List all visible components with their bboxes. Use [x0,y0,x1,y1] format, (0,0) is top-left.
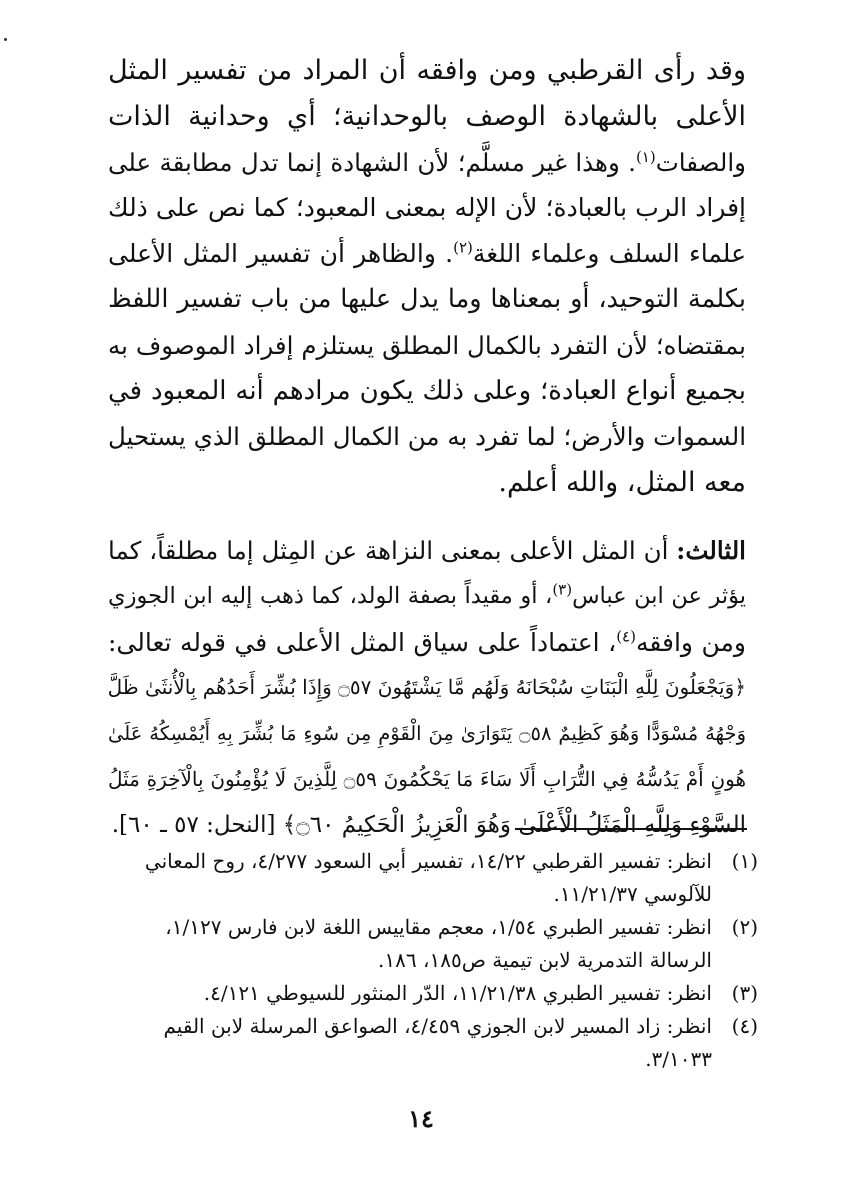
footnote-ref-1[interactable]: (١) [635,147,656,166]
text-line: إفراد الرب بالعبادة؛ لأن الإله بمعنى المعبود؛ كما نص على ذلك [108,193,746,223]
footnote-text [108,1010,712,1076]
text-line: وقد رأى القرطبي ومن وافقه أن المراد من تفسير المثل [108,55,746,86]
text-line [108,528,746,574]
scan-edge-mark [4,38,7,41]
footnote-ref-4[interactable]: (٤) [616,627,636,646]
text-line [108,140,746,186]
quran-line: وَجْهُهُ مُسْوَدًّا وَهُوَ كَظِيمٌ ۝٥٨ يَتَوَارَىٰ مِنَ الْقَوْمِ مِن سُوءِ مَا بُشِّرَ بِهِ أَيُمْسِكُهُ عَلَىٰ [108,722,746,746]
text-segment: والصفات [655,147,746,177]
text-line: الأعلى بالشهادة الوصف بالوحدانية؛ أي وحدانية الذات [108,100,746,132]
text-line: بكلمة التوحيد، أو بمعناها وما يدل عليها من باب تفسير اللفظ [108,283,746,314]
main-text [108,48,746,849]
footnote-line: الرسالة التدمرية لابن تيمية ص١٨٥، ١٨٦. [378,948,712,972]
footnote-text [108,977,712,1010]
footnote-number: (٣) [731,981,758,1005]
quran-line: هُونٍ أَمْ يَدُسُّهُ فِي التُّرَابِ أَلَا سَاءَ مَا يَحْكُمُونَ ۝٥٩ لِلَّذِينَ لَا يُؤْمِنُونَ بِالْآخِرَةِ مَثَلُ [108,766,747,791]
footnote-2 [108,911,758,977]
footnote-number: (٢) [731,915,758,939]
footnotes [108,845,758,1076]
footnote-3 [108,977,758,1010]
text-line: بجميع أنواع العبادة؛ وعلى ذلك يكون مرادهم أنه المعبود في [108,375,746,406]
text-line [108,231,746,277]
page-number: ١٤ [408,1104,434,1133]
text-segment: ومن وافقه [635,627,746,657]
quran-line: السَّوْءِ وَلِلَّهِ الْمَثَلُ الْأَعْلَىٰ وَهُوَ الْعَزِيزُ الْحَكِيمُ ۝٦٠﴾ [النحل: ٥٧ ـ ٦٠]. [111,811,746,838]
text-segment: ، اعتماداً على سياق المثل الأعلى في قوله تعالى: [108,627,617,657]
footnote-line: ٣/١٠٣٣. [645,1047,712,1071]
footnote-text [108,911,712,977]
text-line: بمقتضاه؛ لأن التفرد بالكمال المطلق يستلزم إفراد الموصوف به [108,330,746,360]
footnote-number: (١) [731,849,758,873]
quran-quote [108,665,746,848]
footnote-line: انظر: زاد المسير لابن الجوزي ٤/٤٥٩، الصواعق المرسلة لابن القيم [163,1014,712,1038]
footnote-line: انظر: تفسير القرطبي ١٤/٢٢، تفسير أبي السعود ٤/٢٧٧، روح المعاني [144,849,712,873]
footnote-text [108,845,712,911]
paragraph-2 [108,528,746,665]
paragraph-gap [108,506,746,528]
text-line: السموات والأرض؛ لما تفرد به من الكمال المطلق الذي يستحيل [108,422,746,452]
footnote-ref-2[interactable]: (٢) [453,238,473,257]
text-segment: يؤثر عن ابن عباس [572,582,747,609]
section-label: الثالث: [676,535,746,565]
paragraph-1 [108,48,746,506]
text-segment: . وهذا غير مسلَّم؛ لأن الشهادة إنما تدل مطابقة على [108,147,636,177]
text-line [108,574,746,620]
footnote-line: انظر: تفسير الطبري ١١/٢١/٣٨، الدّر المنثور للسيوطي ٤/١٢١. [203,981,712,1005]
text-segment: علماء السلف وعلماء اللغة [472,239,746,269]
text-segment: أن المثل الأعلى بمعنى النزاهة عن المِثل إما مطلقاً، كما [108,535,677,565]
footnote-divider [515,828,747,830]
footnote-1 [108,845,758,911]
footnote-number: (٤) [731,1014,758,1038]
footnote-line: انظر: تفسير الطبري ١/٥٤، معجم مقاييس اللغة لابن فارس ١/١٢٧، [165,915,712,939]
footnote-4 [108,1010,758,1076]
text-line [108,620,746,666]
footnote-line: للآلوسي ١١/٢١/٣٧. [553,882,712,906]
text-segment: ، أو مقيداً بصفة الولد، كما ذهب إليه ابن الجوزي [108,582,553,609]
text-line: معه المثل، والله أعلم. [498,467,746,499]
quran-line: ﴿وَيَجْعَلُونَ لِلَّهِ الْبَنَاتِ سُبْحَانَهُ وَلَهُم مَّا يَشْتَهُونَ ۝٥٧ وَإِذَا بُشِّرَ أَحَدُهُم بِالْأُنثَىٰ ظَلَّ [107,675,746,700]
text-segment: . والظاهر أن تفسير المثل الأعلى [108,239,454,269]
footnote-ref-3[interactable]: (٣) [552,580,573,599]
